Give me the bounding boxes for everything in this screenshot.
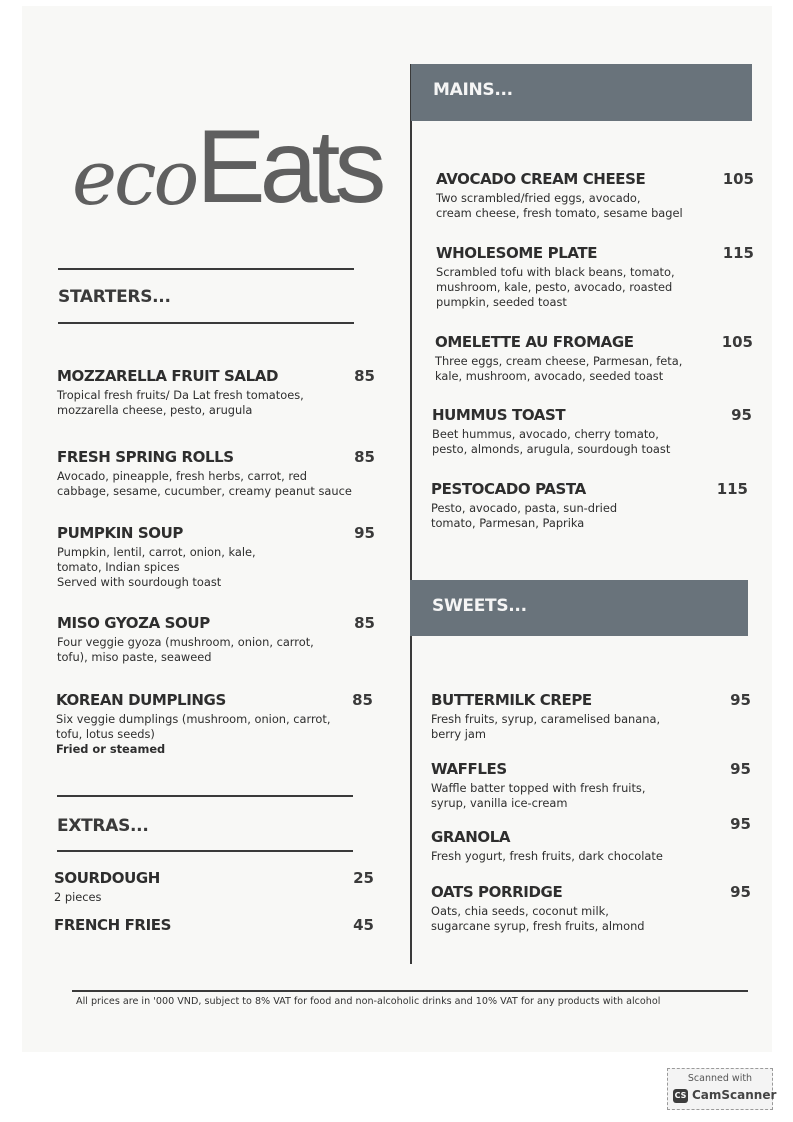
- item-desc: Beet hummus, avocado, cherry tomato, pesto, almonds, arugula, sourdough toast: [432, 427, 671, 456]
- item-name: HUMMUS TOAST: [432, 406, 566, 424]
- menu-item: [57, 614, 375, 665]
- item-desc: Avocado, pineapple, fresh herbs, carrot, red cabbage, sesame, cucumber, creamy peanut sauce: [57, 469, 352, 498]
- item-note: Fried or steamed: [56, 742, 166, 756]
- mains-heading: MAINS...: [433, 80, 513, 100]
- column-divider: [410, 64, 412, 964]
- footer-divider: [72, 990, 748, 992]
- item-name: FRESH SPRING ROLLS: [57, 448, 234, 466]
- menu-item: [56, 691, 373, 756]
- item-price: 45: [353, 916, 374, 934]
- starters-heading: STARTERS...: [58, 287, 171, 307]
- item-price: 95: [730, 815, 751, 833]
- sweets-band: [410, 580, 748, 636]
- menu-item: [431, 760, 751, 811]
- item-desc: Fresh fruits, syrup, caramelised banana, berry jam: [431, 712, 661, 741]
- item-desc: Two scrambled/fried eggs, avocado, cream cheese, fresh tomato, sesame bagel: [436, 191, 683, 220]
- camscanner-icon: CS: [673, 1089, 688, 1103]
- menu-item: [57, 524, 375, 590]
- menu-item: [432, 406, 752, 457]
- item-name: OATS PORRIDGE: [431, 883, 563, 901]
- item-price: 85: [354, 614, 375, 632]
- item-price: 105: [721, 333, 753, 351]
- item-name: MISO GYOZA SOUP: [57, 614, 210, 632]
- menu-item: [57, 367, 375, 418]
- item-desc: Four veggie gyoza (mushroom, onion, carrot, tofu), miso paste, seaweed: [57, 635, 314, 664]
- menu-item: [431, 815, 751, 864]
- item-desc: Waffle batter topped with fresh fruits, syrup, vanilla ice-cream: [431, 781, 646, 810]
- menu-item: [436, 244, 754, 310]
- divider: [58, 322, 354, 324]
- menu-item: [431, 883, 751, 934]
- item-name: PUMPKIN SOUP: [57, 524, 184, 542]
- brand-prefix: eco: [72, 133, 197, 222]
- item-name: PESTOCADO PASTA: [431, 480, 586, 498]
- item-name: WHOLESOME PLATE: [436, 244, 598, 262]
- menu-item: [54, 869, 374, 905]
- item-price: 95: [730, 760, 751, 778]
- divider: [58, 268, 354, 270]
- item-desc: Tropical fresh fruits/ Da Lat fresh tomatoes, mozzarella cheese, pesto, arugula: [57, 388, 304, 417]
- brand-logo: [72, 109, 381, 225]
- item-name: SOURDOUGH: [54, 869, 160, 887]
- item-desc: Three eggs, cream cheese, Parmesan, feta, kale, mushroom, avocado, seeded toast: [435, 354, 683, 383]
- item-desc: Oats, chia seeds, coconut milk, sugarcane syrup, fresh fruits, almond: [431, 904, 645, 933]
- menu-item: [57, 448, 375, 499]
- item-name: OMELETTE AU FROMAGE: [435, 333, 634, 351]
- camscanner-watermark: [667, 1068, 777, 1110]
- scanner-caption: Scanned with: [687, 1073, 753, 1084]
- price-note: All prices are in '000 VND, subject to 8% VAT for food and non-alcoholic drinks and 10% VAT for any products with alcohol: [76, 996, 661, 1007]
- item-desc: Six veggie dumplings (mushroom, onion, carrot, tofu, lotus seeds): [56, 712, 331, 741]
- item-price: 95: [730, 691, 751, 709]
- menu-item: [436, 170, 754, 221]
- item-price: 115: [722, 244, 754, 262]
- mains-band: [411, 64, 752, 121]
- item-desc: 2 pieces: [54, 890, 102, 904]
- brand-suffix: Eats: [196, 109, 381, 225]
- menu-item: [431, 480, 748, 531]
- item-name: WAFFLES: [431, 760, 507, 778]
- item-desc: Fresh yogurt, fresh fruits, dark chocolate: [431, 849, 663, 863]
- divider: [57, 795, 353, 797]
- item-price: 105: [722, 170, 754, 188]
- item-price: 95: [731, 406, 752, 424]
- sweets-heading: SWEETS...: [432, 596, 527, 616]
- item-name: FRENCH FRIES: [54, 916, 172, 934]
- item-desc: Pesto, avocado, pasta, sun-dried tomato, Parmesan, Paprika: [431, 501, 618, 530]
- scanner-brand: CamScanner: [692, 1088, 777, 1102]
- extras-heading: EXTRAS...: [57, 816, 149, 836]
- item-desc: Scrambled tofu with black beans, tomato, mushroom, kale, pesto, avocado, roasted pumpkin, seeded toast: [436, 265, 675, 309]
- item-price: 25: [353, 869, 374, 887]
- menu-item: [54, 916, 374, 934]
- item-name: BUTTERMILK CREPE: [431, 691, 592, 709]
- item-price: 95: [730, 883, 751, 901]
- item-name: KOREAN DUMPLINGS: [56, 691, 226, 709]
- item-price: 85: [354, 367, 375, 385]
- item-price: 85: [352, 691, 373, 709]
- item-price: 85: [354, 448, 375, 466]
- item-name: MOZZARELLA FRUIT SALAD: [57, 367, 279, 385]
- item-price: 95: [354, 524, 375, 542]
- item-name: GRANOLA: [431, 828, 511, 846]
- menu-item: [435, 333, 753, 384]
- divider: [57, 850, 353, 852]
- item-desc: Pumpkin, lentil, carrot, onion, kale, tomato, Indian spices Served with sourdough toast: [57, 545, 256, 589]
- menu-item: [431, 691, 751, 742]
- item-name: AVOCADO CREAM CHEESE: [436, 170, 646, 188]
- item-price: 115: [716, 480, 748, 498]
